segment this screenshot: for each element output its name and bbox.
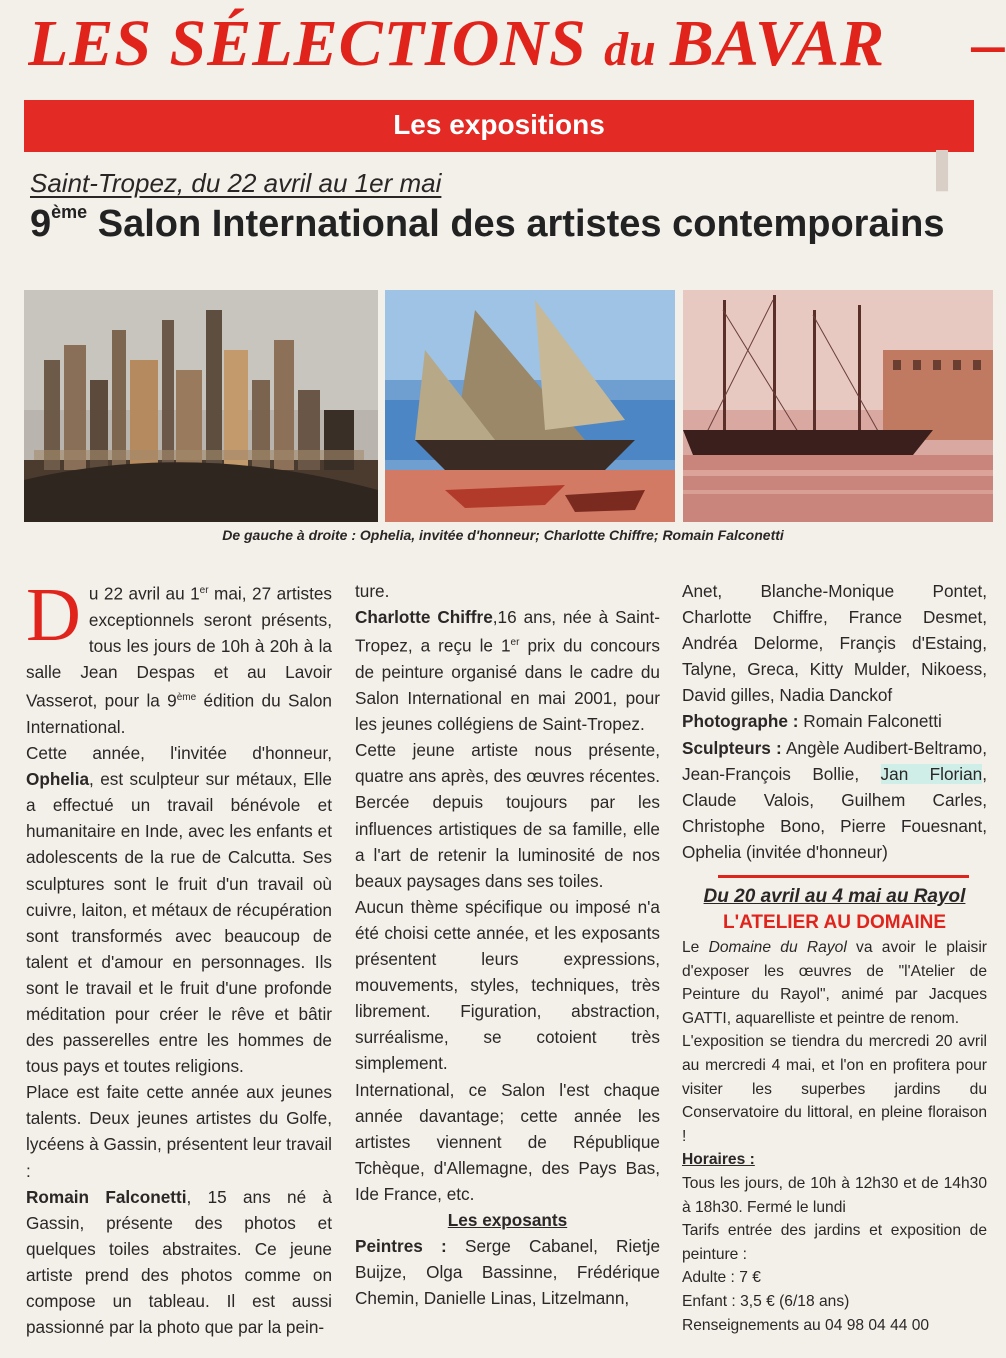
charlotte-name: Charlotte Chiffre <box>355 607 493 628</box>
adjacent-page-bleed: ▌ <box>936 151 961 189</box>
masthead-part1: LES SÉLECTIONS <box>28 7 605 80</box>
romain-name: Romain Falconetti <box>26 1186 187 1207</box>
international-paragraph: International, ce Salon l'est chaque année davantage; cette année les artistes viennent de République Tchèque, d'Allemagne, des Pays Bas, Ide France, etc. <box>355 1079 660 1204</box>
photographe-name: Romain Falconetti <box>798 711 942 732</box>
photo-caption: De gauche à droite : Ophelia, invitée d'honneur; Charlotte Chiffre; Romain Falconetti <box>222 527 784 543</box>
rayol-title: L'ATELIER AU DOMAINE <box>722 912 946 934</box>
intro-text-b: mai, 27 artistes exceptionnels seront présents, tous les jours de 10h à 20h à la salle Jean Despas et au Lavoir Vasserot, pour la 9 <box>26 583 332 711</box>
intro-text-c: édition du Salon International. <box>26 690 332 737</box>
guest-text-b: , est sculpteur sur métaux, Elle a effectué un travail bénévole et humanitaire en Inde, avec les enfants et adolescents de la rue de Calcutta. Ses sculptures sont le fruit d'un travail où cuivre, laiton, et métaux de récupération sont transformés avec beaucoup de talent et d'amour en personnages. Ils sont le travail et le fruit d'une profonde méditation pour créer le rêve et bâtir des passerelles entre les hommes de tous pays et toutes religions. <box>26 769 332 1077</box>
rayol-intro <box>682 936 987 1030</box>
masthead-part2: du <box>604 23 670 76</box>
horaires-text: Tous les jours, de 10h à 12h30 et de 14h30 à 18h30. Fermé le lundi <box>682 1174 987 1216</box>
sculpteurs-list-a: Angèle Audibert-Beltramo, Jean-François Bollie, <box>682 737 987 784</box>
headline-text: Salon International des artistes contemporains <box>87 203 945 245</box>
headline-number: 9 <box>30 203 52 245</box>
rayol-domain: Domaine du Rayol <box>708 939 847 957</box>
exposants-title: Les exposants <box>447 1209 568 1230</box>
tarifs-text: Tarifs entrée des jardins et exposition de peinture : <box>682 1222 987 1263</box>
intro-sup-2: ème <box>176 692 197 704</box>
headline-ordinal: ème <box>51 202 88 222</box>
peintres-paragraph <box>355 1233 660 1311</box>
rayol-dateline: Du 20 avril au 4 mai au Rayol <box>703 886 966 908</box>
horaires-label-text: Horaires : <box>682 1151 755 1169</box>
romain-paragraph <box>26 1184 332 1341</box>
intro-sup: er <box>199 585 209 596</box>
charlotte-works-paragraph: Cette jeune artiste nous présente, quatre ans après, des œuvres récentes. Bercée depuis toujours par les influences artistiques de sa famille, elle a l'art de retenir la luminosité de nos beaux paysages dans ses toiles. <box>355 740 660 891</box>
rayol-intro-b: va avoir le plaisir d'exposer les œuvres de "l'Atelier de Peinture du Rayol", animé par Jacques GATTI, aquarelliste et peintre de renom. <box>682 939 987 1027</box>
highlighted-name: Jan Florian <box>880 763 983 784</box>
section-divider <box>718 875 969 878</box>
article-dateline: Saint-Tropez, du 22 avril au 1er mai <box>30 168 442 198</box>
photo-charlotte-painting <box>385 290 675 522</box>
rayol-intro-a: Le <box>682 939 709 957</box>
photographe-label: Photographe : <box>682 711 799 732</box>
horaires-label <box>682 1148 987 1172</box>
masthead-part3: BAVAR <box>669 7 886 80</box>
charlotte-paragraph <box>355 604 660 737</box>
article-column-2 <box>355 578 660 1311</box>
rayol-body <box>682 936 987 1337</box>
masthead-title <box>28 6 1006 86</box>
peintres-list-b: Anet, Blanche-Monique Pontet, Charlotte Chiffre, France Desmet, Andréa Delorme, Françis d'Estaing, Talyne, Greca, Kitty Mulder, Nikoess, David gilles, Nadia Danckof <box>682 581 987 706</box>
drop-cap: D <box>26 573 81 657</box>
tarif-enfant: Enfant : 3,5 € (6/18 ans) <box>682 1292 850 1310</box>
article-column-1 <box>26 573 332 1340</box>
photo-ophelia-sculpture <box>24 290 378 522</box>
masthead-dash: – <box>972 7 1006 80</box>
charlotte-text-b: prix du concours de peinture organisé dans le cadre du Salon International en mai 2001, pour les jeunes collégiens de Saint-Tropez. <box>355 635 660 735</box>
intro-text-a: u 22 avril au 1 <box>88 583 200 604</box>
photographe-paragraph <box>682 708 987 734</box>
romain-text: , 15 ans né à Gassin, présente des photos et quelques toiles abstraites. Ce jeune artiste prend des photos comme on compose un tableau. Il est aussi passionné par la photo que par la pein- <box>26 1186 332 1338</box>
sculpteurs-list-b: , Claude Valois, Guilhem Carles, Christophe Bono, Pierre Fouesnant, Ophelia (invitée d'honneur) <box>682 763 987 862</box>
intro-paragraph <box>26 573 332 740</box>
renseignements: Renseignements au 04 98 04 44 00 <box>682 1316 930 1334</box>
sculpteurs-paragraph <box>682 735 987 865</box>
guest-paragraph <box>26 740 332 1079</box>
peintres-list-a: Serge Cabanel, Rietje Buijze, Olga Bassinne, Frédérique Chemin, Danielle Linas, Litzelmann, <box>355 1236 660 1309</box>
article-column-3 <box>682 578 987 1337</box>
charlotte-text-a: ,16 ans, née à Saint-Tropez, a reçu le 1 <box>355 607 660 656</box>
article-headline <box>30 202 990 246</box>
guest-text-a: Cette année, l'invitée d'honneur, <box>26 743 332 764</box>
continuation-text: ture. <box>355 581 390 601</box>
sculpteurs-label: Sculpteurs : <box>682 737 782 758</box>
charlotte-sup: er <box>510 637 520 649</box>
guest-name: Ophelia <box>26 769 90 790</box>
theme-paragraph: Aucun thème spécifique ou imposé n'a été choisi cette année, et les exposants présentent leurs expressions, mouvements, styles, techniques, très librement. Figuration, abstraction, surréalisme, se cotoient très simplement. <box>355 896 660 1074</box>
talents-paragraph: Place est faite cette année aux jeunes talents. Deux jeunes artistes du Golfe, lycéens à Gassin, présentent leur travail : <box>26 1082 332 1181</box>
tarif-adulte: Adulte : 7 € <box>682 1269 761 1287</box>
section-banner: Les expositions <box>24 100 974 152</box>
rayol-exhibition: L'exposition se tiendra du mercredi 20 avril au mercredi 4 mai, et l'on en profitera pour visiter les superbes jardins du Conservatoire du littoral, en pleine floraison ! <box>682 1033 987 1145</box>
peintres-label: Peintres : <box>355 1236 447 1257</box>
